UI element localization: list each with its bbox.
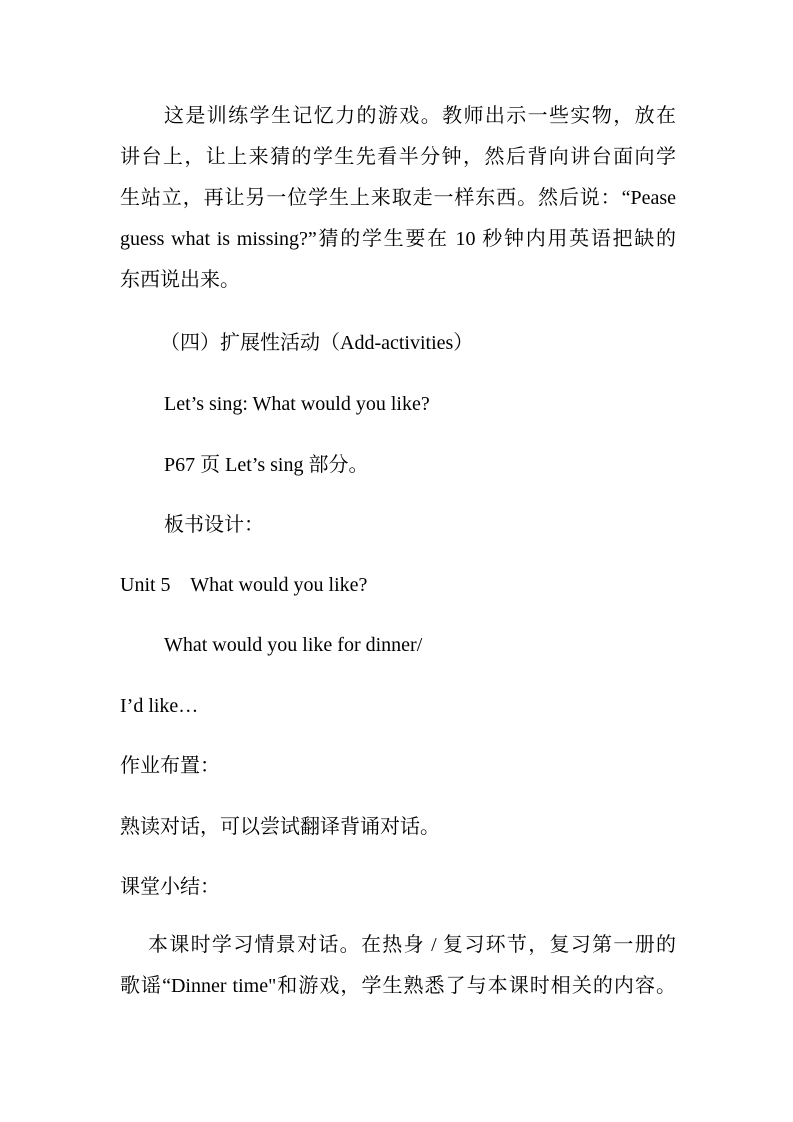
answer-line: I’d like… — [120, 695, 199, 717]
intro-line: guess what is missing?”猜的学生要在 10 秒钟内用英语把缺的 — [120, 228, 676, 250]
board-design-label: 板书设计： — [164, 514, 264, 536]
intro-line: 这是训练学生记忆力的游戏。教师出示一些实物，放在 — [164, 105, 676, 127]
homework-label: 作业布置： — [120, 755, 220, 777]
intro-line: 讲台上，让上来猜的学生先看半分钟，然后背向讲台面向学 — [120, 146, 676, 168]
intro-line: 东西说出来。 — [120, 269, 240, 291]
summary-label: 课堂小结： — [120, 876, 220, 898]
intro-paragraph — [120, 96, 676, 301]
section-heading: （四）扩展性活动（Add-activities） — [160, 332, 474, 354]
summary-line: 歌谣“Dinner time"和游戏，学生熟悉了与本课时相关的内容。 — [120, 975, 676, 997]
summary-line: 本课时学习情景对话。在热身 / 复习环节，复习第一册的 — [148, 934, 676, 956]
homework-text: 熟读对话，可以尝试翻译背诵对话。 — [120, 816, 440, 838]
page-reference-line: P67 页 Let’s sing 部分。 — [164, 454, 369, 476]
question-line: What would you like for dinner/ — [164, 634, 423, 656]
song-line: Let’s sing: What would you like? — [164, 393, 430, 415]
unit-title: Unit 5 What would you like? — [120, 574, 368, 596]
intro-line: 生站立，再让另一位学生上来取走一样东西。然后说：“Pease — [120, 187, 676, 209]
summary-paragraph — [120, 925, 676, 1007]
